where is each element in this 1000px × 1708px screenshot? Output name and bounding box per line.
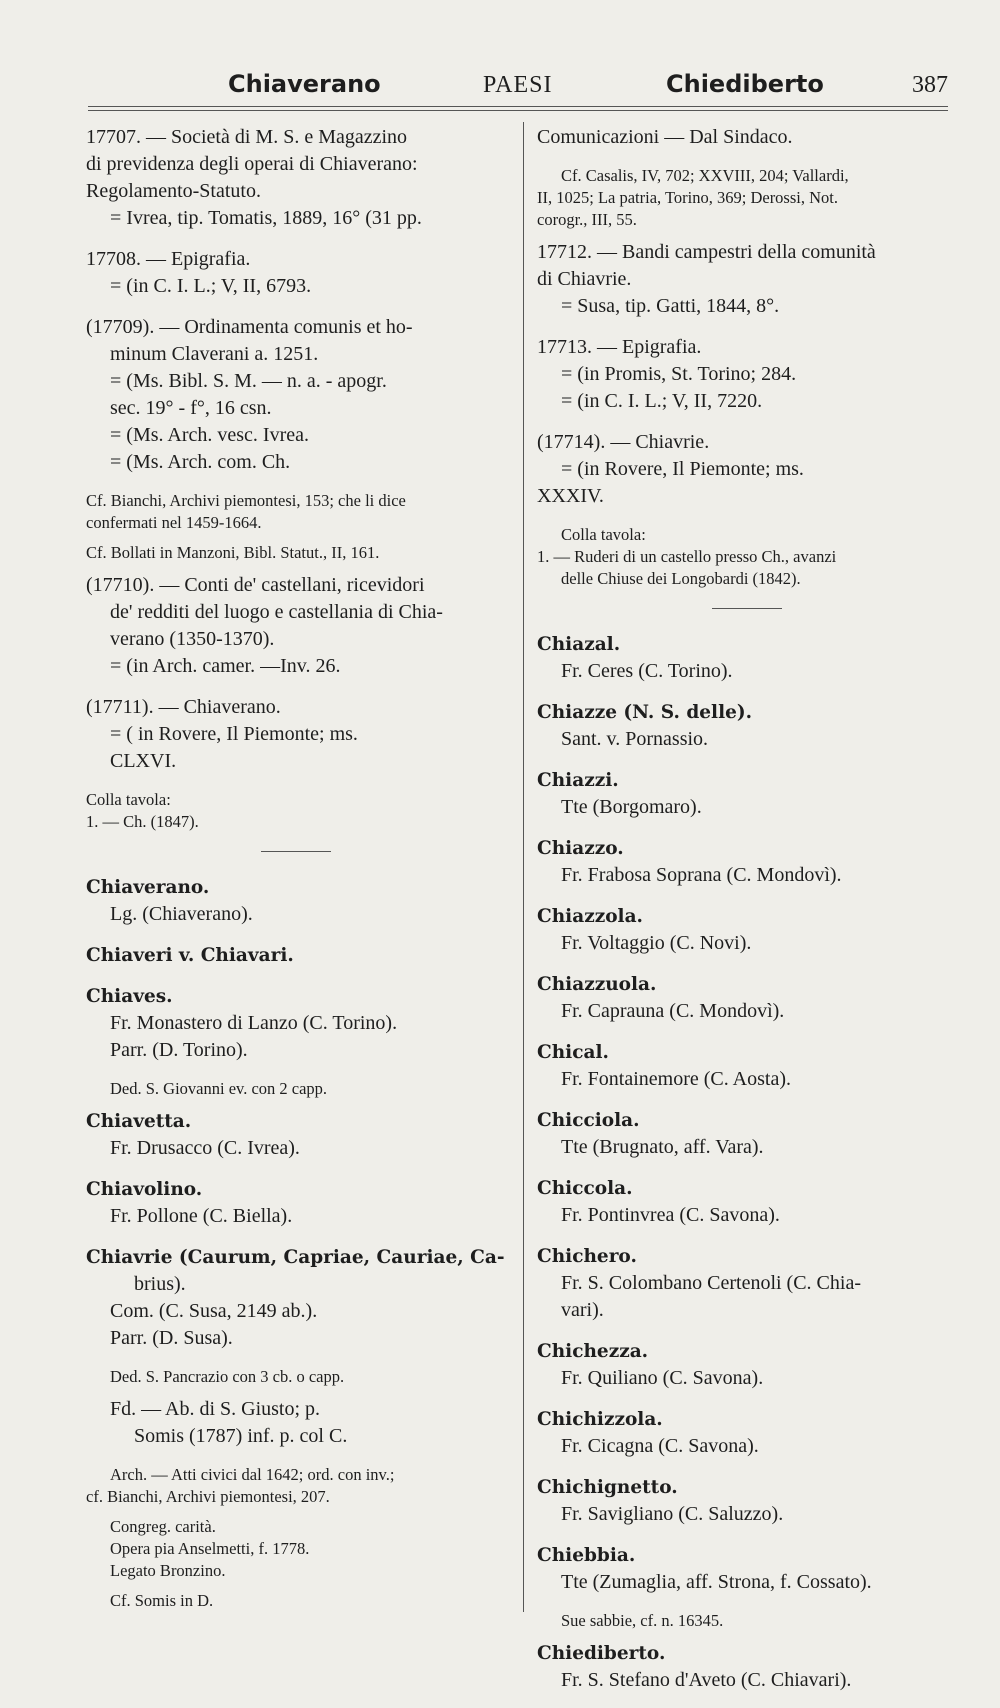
- text-line: Chiaves.: [86, 986, 173, 1007]
- text-line: Cf. Bollati in Manzoni, Bibl. Statut., II, 161.: [86, 543, 380, 562]
- text-line: Chical.: [537, 1042, 609, 1063]
- spacer: [86, 1582, 506, 1590]
- text-line: Ded. S. Giovanni ev. con 2 capp.: [110, 1079, 328, 1098]
- section-rule: [712, 608, 782, 609]
- column-divider: [523, 122, 524, 1612]
- text-line: Chiavolino.: [86, 1179, 203, 1200]
- text-line: Cf. Casalis, IV, 702; XXVIII, 204; Vallardi,: [561, 166, 849, 185]
- spacer: [537, 821, 957, 835]
- note-block: [86, 1366, 506, 1388]
- entry-block: [537, 124, 957, 151]
- spacer: [86, 1612, 506, 1620]
- running-head-right: Chiediberto: [666, 70, 824, 98]
- text-line: 17707. — Società di M. S. e Magazzino: [86, 126, 408, 148]
- text-line: Chiazzi.: [537, 770, 619, 791]
- text-line: Comunicazioni — Dal Sindaco.: [537, 126, 793, 148]
- entry-block: [86, 942, 506, 969]
- entry-block: [86, 983, 506, 1064]
- entry-block: [86, 1244, 506, 1352]
- running-head: [88, 70, 948, 106]
- text-line: confermati nel 1459-1664.: [86, 513, 262, 532]
- text-line: Somis (1787) inf. p. col C.: [134, 1425, 348, 1447]
- text-line: (17714). — Chiavrie.: [537, 431, 710, 453]
- spacer: [537, 231, 957, 239]
- text-line: = (Ms. Bibl. S. M. — n. a. - apogr.: [110, 370, 387, 392]
- text-line: Parr. (D. Susa).: [110, 1327, 233, 1349]
- text-line: Regolamento-Statuto.: [86, 180, 261, 202]
- spacer: [537, 590, 957, 598]
- text-line: = Susa, tip. Gatti, 1844, 8°.: [561, 295, 780, 317]
- text-line: = ( in Rovere, Il Piemonte; ms.: [110, 723, 358, 745]
- text-line: Fd. — Ab. di S. Giusto; p.: [110, 1398, 321, 1420]
- text-line: Sue sabbie, cf. n. 16345.: [561, 1611, 724, 1630]
- running-head-center: PAESI: [483, 72, 553, 98]
- note-block: [86, 1464, 506, 1508]
- text-line: Tte (Borgomaro).: [561, 796, 702, 818]
- text-line: Fr. Drusacco (C. Ivrea).: [110, 1137, 300, 1159]
- spacer: [86, 1508, 506, 1516]
- spacer: [537, 1161, 957, 1175]
- entry-block: [537, 971, 957, 1025]
- text-line: Cf. Somis in D.: [110, 1591, 214, 1610]
- text-line: Chiazzuola.: [537, 974, 657, 995]
- text-line: = (in Arch. camer. —Inv. 26.: [110, 655, 341, 677]
- note-block: [86, 789, 506, 833]
- text-line: Chiediberto.: [537, 1643, 666, 1664]
- text-line: 1. — Ch. (1847).: [86, 812, 199, 831]
- entry-block: [86, 572, 506, 680]
- text-line: = (in C. I. L.; V, II, 7220.: [561, 390, 763, 412]
- text-line: Chiaveri v. Chiavari.: [86, 945, 294, 966]
- entry-block: [86, 314, 506, 476]
- spacer: [86, 775, 506, 789]
- text-line: Tte (Brugnato, aff. Vara).: [561, 1136, 764, 1158]
- spacer: [537, 151, 957, 165]
- text-line: corogr., III, 55.: [537, 210, 637, 229]
- text-line: Fr. Monastero di Lanzo (C. Torino).: [110, 1012, 398, 1034]
- entry-block: [537, 903, 957, 957]
- entry-block: [537, 1640, 957, 1694]
- text-line: Chiazal.: [537, 634, 621, 655]
- text-line: Ded. S. Pancrazio con 3 cb. o capp.: [110, 1367, 345, 1386]
- text-line: II, 1025; La patria, Torino, 369; Derossi, Not.: [537, 188, 838, 207]
- text-line: Fr. Quiliano (C. Savona).: [561, 1367, 764, 1389]
- header-rule-second: [88, 110, 948, 111]
- spacer: [537, 889, 957, 903]
- text-line: Fr. Cicagna (C. Savona).: [561, 1435, 759, 1457]
- text-line: Chiccola.: [537, 1178, 633, 1199]
- spacer: [537, 1025, 957, 1039]
- entry-block: [86, 246, 506, 300]
- note-block: [86, 490, 506, 534]
- text-line: sec. 19° - f°, 16 csn.: [110, 397, 272, 419]
- spacer: [537, 415, 957, 429]
- entry-block: [537, 334, 957, 415]
- text-line: di previdenza degli operai di Chiaverano:: [86, 153, 418, 175]
- text-line: Lg. (Chiaverano).: [110, 903, 253, 925]
- text-line: XXXIV.: [537, 485, 604, 507]
- text-line: Cf. Bianchi, Archivi piemontesi, 153; che li dice: [86, 491, 406, 510]
- entry-block: [86, 874, 506, 928]
- text-line: Com. (C. Susa, 2149 ab.).: [110, 1300, 318, 1322]
- spacer: [537, 320, 957, 334]
- spacer: [86, 833, 506, 841]
- entry-block: [537, 631, 957, 685]
- spacer: [537, 1229, 957, 1243]
- note-block: [537, 1610, 957, 1632]
- text-line: Chichezza.: [537, 1341, 649, 1362]
- spacer: [537, 1632, 957, 1640]
- note-block: [537, 165, 957, 231]
- section-rule: [261, 851, 331, 852]
- text-line: Chiavrie (Caurum, Capriae, Cauriae, Ca-: [86, 1247, 505, 1268]
- text-line: = (Ms. Arch. com. Ch.: [110, 451, 291, 473]
- spacer: [537, 1093, 957, 1107]
- text-line: (17709). — Ordinamenta comunis et ho-: [86, 316, 413, 338]
- text-line: = (in C. I. L.; V, II, 6793.: [110, 275, 312, 297]
- spacer: [86, 928, 506, 942]
- text-line: Chiavetta.: [86, 1111, 192, 1132]
- text-line: 1. — Ruderi di un castello presso Ch., avanzi: [537, 547, 837, 566]
- text-line: Colla tavola:: [561, 525, 646, 544]
- entry-block: [537, 767, 957, 821]
- entry-block: [537, 1107, 957, 1161]
- spacer: [86, 1352, 506, 1366]
- text-line: Fr. Pollone (C. Biella).: [110, 1205, 293, 1227]
- text-line: 17712. — Bandi campestri della comunità: [537, 241, 876, 263]
- note-block: [86, 1590, 506, 1612]
- spacer: [86, 680, 506, 694]
- entry-block: [86, 124, 506, 232]
- text-line: (17710). — Conti de' castellani, ricevidori: [86, 574, 425, 596]
- text-line: Opera pia Anselmetti, f. 1778.: [110, 1539, 310, 1558]
- note-block: [86, 1078, 506, 1100]
- note-block: [86, 542, 506, 564]
- spacer: [537, 753, 957, 767]
- text-line: Chiazze (N. S. delle).: [537, 702, 753, 723]
- text-line: de' redditi del luogo e castellania di Chia-: [110, 601, 443, 623]
- spacer: [537, 957, 957, 971]
- text-line: Fr. Voltaggio (C. Novi).: [561, 932, 752, 954]
- entry-block: [537, 1474, 957, 1528]
- text-line: Fr. Frabosa Soprana (C. Mondovì).: [561, 864, 842, 886]
- text-line: Chiazzo.: [537, 838, 624, 859]
- text-line: Congreg. carità.: [110, 1517, 216, 1536]
- text-line: CLXVI.: [110, 750, 177, 772]
- text-line: Fr. Caprauna (C. Mondovì).: [561, 1000, 785, 1022]
- text-line: (17711). — Chiaverano.: [86, 696, 281, 718]
- entry-block: [537, 239, 957, 320]
- header-rule: [88, 106, 948, 107]
- text-line: di Chiavrie.: [537, 268, 632, 290]
- spacer: [86, 534, 506, 542]
- entry-block: [86, 694, 506, 775]
- spacer: [86, 969, 506, 983]
- text-line: brius).: [134, 1273, 186, 1295]
- text-line: Chiebbia.: [537, 1545, 636, 1566]
- text-line: delle Chiuse dei Longobardi (1842).: [561, 569, 801, 588]
- entry-block: [537, 835, 957, 889]
- text-line: Chichignetto.: [537, 1477, 678, 1498]
- text-line: Chicciola.: [537, 1110, 640, 1131]
- entry-block: [537, 1175, 957, 1229]
- text-line: Chichizzola.: [537, 1409, 663, 1430]
- spacer: [537, 685, 957, 699]
- entry-block: [537, 1406, 957, 1460]
- text-line: = (in Promis, St. Torino; 284.: [561, 363, 797, 385]
- entry-block: [86, 1396, 506, 1450]
- left-column: [86, 124, 506, 1620]
- text-line: Chichero.: [537, 1246, 637, 1267]
- text-line: Arch. — Atti civici dal 1642; ord. con inv.;: [110, 1465, 395, 1484]
- spacer: [86, 476, 506, 490]
- text-line: Fr. S. Stefano d'Aveto (C. Chiavari).: [561, 1669, 852, 1691]
- spacer: [86, 564, 506, 572]
- entry-block: [86, 1176, 506, 1230]
- note-block: [86, 1516, 506, 1582]
- text-line: Parr. (D. Torino).: [110, 1039, 248, 1061]
- entry-block: [537, 1039, 957, 1093]
- right-column: [537, 124, 957, 1708]
- spacer: [537, 1392, 957, 1406]
- spacer: [537, 1324, 957, 1338]
- text-line: 17713. — Epigrafia.: [537, 336, 702, 358]
- spacer: [86, 1162, 506, 1176]
- text-line: Fr. S. Colombano Certenoli (C. Chia-: [561, 1272, 861, 1294]
- spacer: [86, 1450, 506, 1464]
- entry-block: [86, 1108, 506, 1162]
- text-line: cf. Bianchi, Archivi piemontesi, 207.: [86, 1487, 330, 1506]
- entry-block: [537, 1542, 957, 1596]
- text-line: minum Claverani a. 1251.: [110, 343, 319, 365]
- entry-block: [537, 1338, 957, 1392]
- page-number: 387: [912, 72, 948, 98]
- entry-block: [537, 1243, 957, 1324]
- running-head-left: Chiaverano: [228, 70, 381, 98]
- text-line: Chiazzola.: [537, 906, 643, 927]
- spacer: [86, 1388, 506, 1396]
- text-line: = Ivrea, tip. Tomatis, 1889, 16° (31 pp.: [110, 207, 422, 229]
- text-line: 17708. — Epigrafia.: [86, 248, 251, 270]
- spacer: [86, 1064, 506, 1078]
- note-block: [537, 524, 957, 590]
- spacer: [537, 1528, 957, 1542]
- text-line: Chiaverano.: [86, 877, 210, 898]
- text-line: Tte (Zumaglia, aff. Strona, f. Cossato).: [561, 1571, 872, 1593]
- spacer: [86, 1100, 506, 1108]
- text-line: Sant. v. Pornassio.: [561, 728, 709, 750]
- spacer: [537, 510, 957, 524]
- spacer: [86, 1230, 506, 1244]
- text-line: verano (1350-1370).: [110, 628, 275, 650]
- text-line: Fr. Pontinvrea (C. Savona).: [561, 1204, 780, 1226]
- entry-block: [537, 699, 957, 753]
- text-line: = (Ms. Arch. vesc. Ivrea.: [110, 424, 309, 446]
- text-line: Fr. Ceres (C. Torino).: [561, 660, 733, 682]
- spacer: [86, 300, 506, 314]
- text-line: vari).: [561, 1299, 604, 1321]
- text-line: Legato Bronzino.: [110, 1561, 226, 1580]
- spacer: [537, 1596, 957, 1610]
- spacer: [537, 1460, 957, 1474]
- text-line: Fr. Savigliano (C. Saluzzo).: [561, 1503, 784, 1525]
- spacer: [86, 232, 506, 246]
- text-line: = (in Rovere, Il Piemonte; ms.: [561, 458, 804, 480]
- entry-block: [537, 429, 957, 510]
- spacer: [537, 1694, 957, 1708]
- text-line: Fr. Fontainemore (C. Aosta).: [561, 1068, 791, 1090]
- text-line: Colla tavola:: [86, 790, 171, 809]
